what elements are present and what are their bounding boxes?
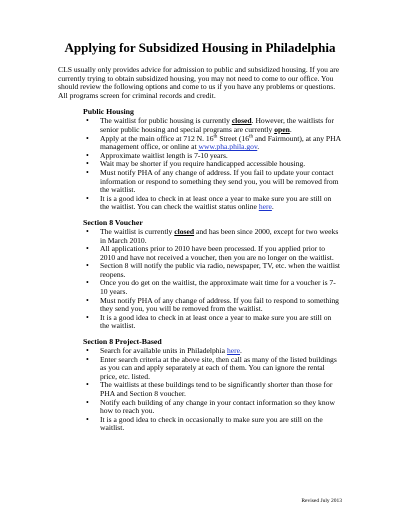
text: and has been since 2000, except for two weeks in March 2010. [100,226,339,245]
public-housing-list [58,117,342,212]
section-section8-voucher [58,218,342,331]
intro-paragraph: CLS usually only provides advice for admission to public and subsidized housing. If you are currently trying to obtain subsidized housing, you may not need to come to our office. You should review the following options and come to us if you have any problems or questions. All programs screen for criminal records and credit. [58,65,340,100]
list-item: • It is a good idea to check in occasionally to make sure you are still on the waitlist. [100,416,342,433]
section-heading-section8-voucher: Section 8 Voucher [83,217,143,227]
text: . [257,142,260,152]
available-units-link[interactable]: here [226,346,241,356]
page-title: Applying for Subsidized Housing in Philadelphia [64,40,336,55]
text: The waitlist for public housing is currently [100,116,232,126]
text: . However, the waitlists for senior public housing and special programs are currently [100,116,335,134]
list-item: • It is a good idea to check in at least once a year to make sure you are still on the waitlist. [100,314,342,331]
superscript: th [213,134,218,140]
open-text: open [274,124,290,134]
superscript: th [249,134,253,140]
closed-text: closed [231,116,252,126]
section-public-housing [58,107,342,212]
list-item: • Must notify PHA of any change of address. If you fail to update your contact information or respond to something they send you, you will be removed from the waitlist. [100,169,342,195]
text: . [271,202,274,212]
list-item: • Section 8 will notify the public via radio, newspaper, TV, etc. when the waitlist reopens. [100,262,342,279]
text: and Fairmount), at any PHA management office, or online at [100,133,341,152]
pha-website-link[interactable]: www.pha.phila.gov [198,142,258,152]
section-section8-project [58,337,342,433]
list-item: • Enter search criteria at the above site, then call as many of the listed buildings as you can and apply separately at each of them. You can ignore the rental price, etc. listed. [100,356,342,382]
closed-text: closed [174,226,195,236]
list-item: • Notify each building of any change in your contact information so they know how to reach you. [100,399,342,416]
waitlist-status-link[interactable]: here [258,202,272,212]
list-item: • Must notify PHA of any change of address. If you fail to respond to something they send you, you will be removed from the waitlist. [100,297,342,314]
revised-date: Revised July 2013 [301,498,342,504]
text: The waitlist is currently [100,226,175,236]
section-heading-public-housing: Public Housing [83,107,134,117]
text: Search for available units in Philadelphia [100,346,227,356]
text: It is a good idea to check in at least once a year to make sure you are still on the waitlist. You can check the waitlist status online [100,193,332,212]
text: Apply at the main office at 712 N. 16 [100,133,214,143]
section8-project-list [58,347,342,433]
list-item [100,117,342,134]
list-item [100,195,342,212]
list-item: • Wait may be shorter if you require handicapped accessible housing. [100,160,342,169]
section-heading-section8-project: Section 8 Project-Based [83,337,162,347]
text: . [240,346,242,356]
list-item [100,135,342,152]
text: Street (16 [217,133,250,143]
text: . [289,124,292,134]
list-item: • All applications prior to 2010 have been processed. If you applied prior to 2010 and have not received a voucher, then you are no longer on the waitlist. [100,245,342,262]
list-item: • The waitlists at these buildings tend to be significantly shorter than those for PHA and Section 8 voucher. [100,381,342,398]
list-item [100,228,342,245]
list-item: • Once you do get on the waitlist, the approximate wait time for a voucher is 7-10 years. [100,279,342,296]
section8-voucher-list [58,228,342,331]
list-item: • Approximate waitlist length is 7-10 years. [100,152,342,161]
